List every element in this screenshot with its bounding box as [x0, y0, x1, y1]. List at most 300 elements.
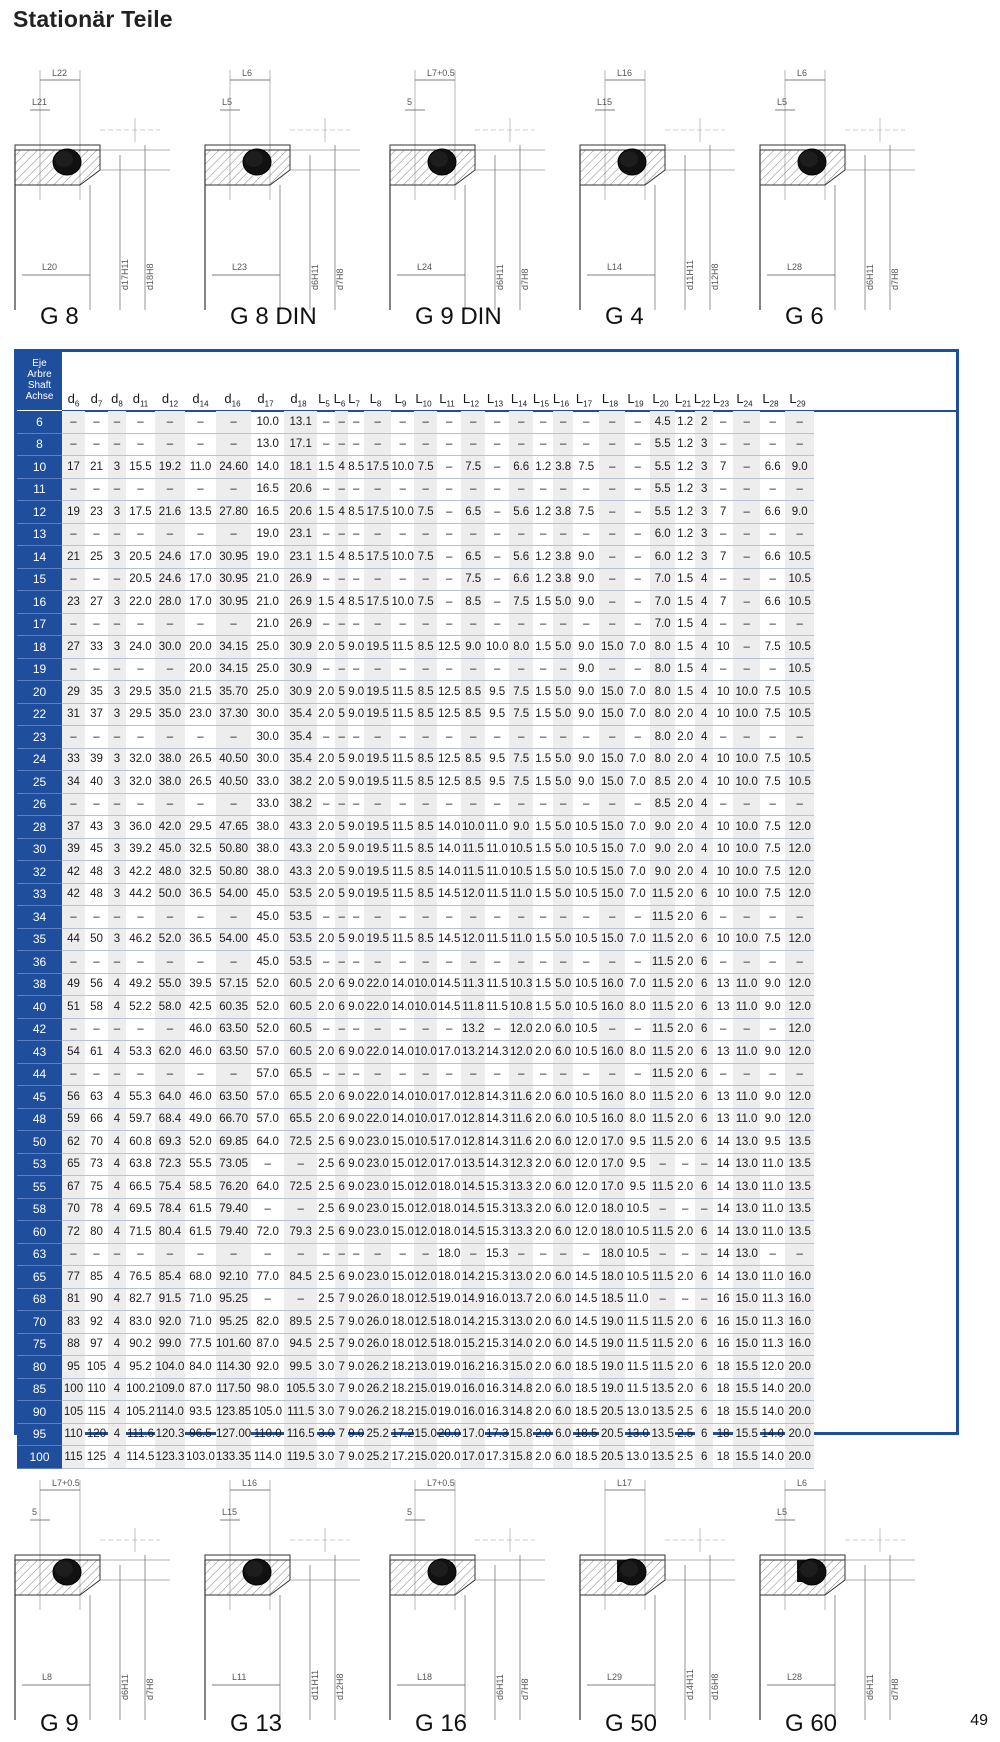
table-cell: 25.2 — [364, 1423, 391, 1446]
table-cell: 4 — [108, 1378, 126, 1401]
table-cell: 26.9 — [284, 591, 317, 614]
table-cell: 9.0 — [573, 591, 599, 614]
table-cell: 20.5 — [599, 1423, 625, 1446]
table-cell: 76.20 — [216, 1176, 251, 1199]
table-cell: – — [216, 793, 251, 816]
table-cell: – — [414, 951, 437, 974]
table-cell: 5.0 — [553, 996, 573, 1019]
table-cell: 71.0 — [185, 1311, 216, 1334]
table-cell: 65.5 — [284, 1108, 317, 1131]
table-cell: 57.0 — [251, 1086, 284, 1109]
table-cell: 9.0 — [348, 816, 364, 839]
table-cell: 11.5 — [485, 928, 509, 951]
table-row — [17, 591, 814, 614]
table-cell: 20.0 — [437, 1423, 461, 1446]
table-cell: – — [391, 568, 414, 591]
table-cell: – — [126, 478, 155, 501]
table-cell: 11.5 — [650, 1356, 675, 1379]
svg-text:d14H11: d14H11 — [685, 1669, 695, 1700]
table-cell: 11.5 — [461, 861, 485, 884]
table-cell: 9.0 — [760, 973, 785, 996]
table-cell: – — [599, 433, 625, 456]
table-cell: 11.5 — [650, 1221, 675, 1244]
table-cell: – — [317, 433, 335, 456]
table-cell: – — [62, 613, 85, 636]
table-cell: – — [335, 726, 348, 749]
svg-text:L29: L29 — [607, 1672, 623, 1682]
table-cell: 7 — [713, 546, 733, 569]
svg-text:d18H8: d18H8 — [145, 263, 155, 290]
table-cell: 11.3 — [461, 973, 485, 996]
table-cell: 20.0 — [185, 658, 216, 681]
shaft-size-cell: 53 — [17, 1153, 62, 1176]
table-cell: 4 — [695, 816, 713, 839]
table-cell: – — [625, 411, 650, 433]
table-cell: 2.0 — [317, 1041, 335, 1064]
table-cell: 10.5 — [625, 1243, 650, 1266]
table-cell: – — [185, 523, 216, 546]
table-cell: 32.0 — [126, 748, 155, 771]
table-cell: 11.5 — [625, 1378, 650, 1401]
table-cell: 7 — [713, 456, 733, 479]
table-cell: 14.5 — [573, 1288, 599, 1311]
table-cell: – — [573, 951, 599, 974]
table-cell: 20.6 — [284, 501, 317, 524]
table-cell: 6 — [695, 1086, 713, 1109]
table-cell: 9.0 — [573, 771, 599, 794]
table-cell: 15.5 — [733, 1423, 760, 1446]
table-cell: 17.2 — [391, 1446, 414, 1469]
table-cell: 9.0 — [760, 1086, 785, 1109]
table-cell: 6 — [695, 1063, 713, 1086]
table-cell: – — [317, 478, 335, 501]
table-cell: – — [335, 1018, 348, 1041]
table-cell: 30.9 — [284, 681, 317, 704]
table-cell: 12.0 — [414, 1266, 437, 1289]
table-cell: 25.0 — [251, 681, 284, 704]
table-cell: 8.5 — [414, 703, 437, 726]
table-cell: 57.0 — [251, 1041, 284, 1064]
table-cell: 30.0 — [155, 636, 185, 659]
table-cell: 13.5 — [785, 1221, 814, 1244]
table-cell: – — [85, 433, 108, 456]
table-cell: – — [573, 523, 599, 546]
table-cell: 11.8 — [461, 996, 485, 1019]
table-cell: 11.0 — [733, 1041, 760, 1064]
table-cell: 70 — [62, 1198, 85, 1221]
table-cell: – — [155, 726, 185, 749]
table-row — [17, 838, 814, 861]
svg-text:L6: L6 — [797, 68, 808, 78]
table-cell: 1.5 — [675, 613, 695, 636]
table-cell: 8.5 — [461, 591, 485, 614]
table-cell: 7.5 — [509, 771, 533, 794]
table-row — [17, 1266, 814, 1289]
table-cell: 1.5 — [317, 546, 335, 569]
table-cell: – — [126, 1018, 155, 1041]
table-cell: – — [485, 523, 509, 546]
table-cell: 63.50 — [216, 1018, 251, 1041]
table-cell: 14 — [713, 1221, 733, 1244]
table-cell: 7 — [335, 1378, 348, 1401]
table-cell: – — [785, 1063, 814, 1086]
table-cell: 21 — [85, 456, 108, 479]
table-cell: – — [284, 1243, 317, 1266]
table-cell: – — [317, 523, 335, 546]
table-cell: 22.0 — [364, 1086, 391, 1109]
table-cell: 2.0 — [675, 748, 695, 771]
table-cell: – — [509, 523, 533, 546]
table-cell: 9.0 — [760, 996, 785, 1019]
table-cell: 6.0 — [553, 1266, 573, 1289]
bottom-drawing-4 — [755, 1460, 935, 1720]
shaft-size-cell: 11 — [17, 478, 62, 501]
table-cell: 11.0 — [760, 1198, 785, 1221]
table-cell: 9.0 — [348, 838, 364, 861]
table-cell: 11.5 — [391, 771, 414, 794]
shaft-size-cell: 6 — [17, 411, 62, 433]
table-cell: – — [155, 793, 185, 816]
table-cell: 2.0 — [317, 973, 335, 996]
table-cell: – — [485, 501, 509, 524]
table-cell: – — [625, 523, 650, 546]
table-cell: 72.3 — [155, 1153, 185, 1176]
table-cell: 45.0 — [251, 951, 284, 974]
table-cell: – — [414, 726, 437, 749]
table-cell: 10.0 — [391, 591, 414, 614]
table-cell: 40.50 — [216, 748, 251, 771]
table-cell: 8.5 — [650, 793, 675, 816]
svg-text:L6: L6 — [797, 1478, 808, 1488]
table-cell: 14.3 — [485, 1086, 509, 1109]
bottom-drawing-2 — [385, 1460, 565, 1720]
table-cell: – — [126, 411, 155, 433]
table-cell: 85.4 — [155, 1266, 185, 1289]
table-cell: 11.0 — [485, 838, 509, 861]
shaft-size-cell: 28 — [17, 816, 62, 839]
column-header: $L_{21}$ — [674, 391, 692, 409]
table-cell: – — [108, 906, 126, 929]
table-cell: – — [391, 951, 414, 974]
table-cell: 11.5 — [650, 996, 675, 1019]
table-cell: – — [553, 658, 573, 681]
table-cell: 19.5 — [364, 703, 391, 726]
svg-text:L16: L16 — [617, 68, 633, 78]
table-cell: 6.6 — [760, 456, 785, 479]
shaft-size-cell: 34 — [17, 906, 62, 929]
table-cell: 12.0 — [414, 1221, 437, 1244]
table-cell: – — [216, 1063, 251, 1086]
table-cell: – — [348, 411, 364, 433]
table-cell: – — [533, 793, 553, 816]
table-cell: 38.0 — [251, 838, 284, 861]
table-cell: – — [650, 1198, 675, 1221]
table-cell: – — [650, 1243, 675, 1266]
table-cell: 2.0 — [675, 1131, 695, 1154]
table-cell: – — [573, 906, 599, 929]
table-cell: – — [185, 726, 216, 749]
table-cell: 12.5 — [437, 771, 461, 794]
column-header: $L_{13}$ — [486, 391, 504, 409]
table-cell: – — [785, 1243, 814, 1266]
table-cell: 4 — [108, 1198, 126, 1221]
table-cell: 16.0 — [785, 1288, 814, 1311]
table-cell: 11.5 — [391, 861, 414, 884]
table-cell: 26.2 — [364, 1378, 391, 1401]
table-cell: 105.5 — [284, 1378, 317, 1401]
table-cell: 1.5 — [675, 681, 695, 704]
table-cell: 17.0 — [437, 1108, 461, 1131]
table-cell: – — [108, 613, 126, 636]
table-cell: 11.6 — [509, 1131, 533, 1154]
table-row — [17, 883, 814, 906]
table-cell: 12.5 — [437, 703, 461, 726]
table-cell: 13.5 — [650, 1378, 675, 1401]
table-cell: 14.5 — [437, 928, 461, 951]
table-cell: 5.6 — [509, 546, 533, 569]
table-cell: 6 — [335, 996, 348, 1019]
table-cell: – — [625, 951, 650, 974]
column-headers — [62, 387, 956, 412]
table-cell: 4 — [108, 996, 126, 1019]
table-cell: 2.0 — [317, 771, 335, 794]
svg-text:d11H11: d11H11 — [685, 259, 695, 290]
table-cell: 10 — [713, 883, 733, 906]
table-cell: – — [760, 906, 785, 929]
table-cell: 17.0 — [437, 1086, 461, 1109]
table-cell: – — [760, 433, 785, 456]
table-cell: 10.5 — [785, 568, 814, 591]
table-row — [17, 951, 814, 974]
table-cell: – — [599, 501, 625, 524]
table-cell: – — [760, 1018, 785, 1041]
table-cell: – — [733, 636, 760, 659]
table-cell: – — [185, 793, 216, 816]
table-cell: – — [437, 411, 461, 433]
table-row — [17, 1086, 814, 1109]
svg-text:d12H8: d12H8 — [710, 263, 720, 290]
table-row — [17, 793, 814, 816]
table-cell: – — [348, 726, 364, 749]
table-cell: 13.0 — [414, 1356, 437, 1379]
table-cell: 19.2 — [155, 456, 185, 479]
table-cell: 104.0 — [155, 1356, 185, 1379]
table-cell: – — [485, 1063, 509, 1086]
table-cell: 79.40 — [216, 1198, 251, 1221]
table-cell: 12.0 — [785, 928, 814, 951]
table-cell: 4 — [108, 1288, 126, 1311]
top-drawing-3 — [575, 50, 755, 310]
table-cell: 23.1 — [284, 523, 317, 546]
table-cell: 6.0 — [650, 523, 675, 546]
table-cell: – — [599, 1018, 625, 1041]
table-cell: – — [573, 1063, 599, 1086]
table-cell: 56 — [62, 1086, 85, 1109]
table-cell: – — [391, 1018, 414, 1041]
table-cell: 63.8 — [126, 1153, 155, 1176]
table-cell: 5 — [335, 636, 348, 659]
shaft-size-cell: 68 — [17, 1288, 62, 1311]
table-cell: 10.5 — [785, 636, 814, 659]
table-cell: 12.0 — [785, 1018, 814, 1041]
bottom-drawing-label: G 16 — [415, 1710, 468, 1737]
table-cell: – — [317, 1018, 335, 1041]
table-cell: 6 — [695, 1446, 713, 1469]
table-cell: 10.5 — [573, 816, 599, 839]
table-cell: 17.0 — [437, 1041, 461, 1064]
table-row — [17, 546, 814, 569]
column-header: $L_{14}$ — [510, 391, 528, 409]
table-cell: 7.5 — [760, 861, 785, 884]
table-cell: 12.0 — [461, 928, 485, 951]
table-cell: – — [414, 1018, 437, 1041]
table-cell: 8.0 — [650, 726, 675, 749]
table-cell: 2.0 — [675, 1333, 695, 1356]
table-cell: 18.0 — [437, 1243, 461, 1266]
table-cell: – — [675, 1243, 695, 1266]
table-cell: 6.0 — [553, 1176, 573, 1199]
table-cell: 12.5 — [437, 636, 461, 659]
table-cell: 66 — [85, 1108, 108, 1131]
table-cell: 11.0 — [185, 456, 216, 479]
table-row — [17, 613, 814, 636]
column-header: $L_{17}$ — [575, 391, 593, 409]
shaft-size-cell: 36 — [17, 951, 62, 974]
table-cell: 1.2 — [675, 456, 695, 479]
table-cell: 10.0 — [414, 1041, 437, 1064]
table-cell: 77 — [62, 1266, 85, 1289]
table-cell: 110 — [85, 1378, 108, 1401]
table-cell: 12.0 — [785, 1041, 814, 1064]
table-cell: 22.0 — [364, 1041, 391, 1064]
table-cell: 38.0 — [155, 748, 185, 771]
table-cell: 27.80 — [216, 501, 251, 524]
table-cell: – — [760, 411, 785, 433]
table-cell: 10.5 — [785, 591, 814, 614]
svg-text:d7H8: d7H8 — [520, 268, 530, 290]
table-cell: 50.0 — [155, 883, 185, 906]
table-cell: 52.2 — [126, 996, 155, 1019]
table-cell: – — [625, 478, 650, 501]
table-cell: 9.5 — [625, 1153, 650, 1176]
table-cell: 4 — [695, 636, 713, 659]
top-drawing-label: G 4 — [605, 303, 644, 330]
table-cell: 6 — [695, 1333, 713, 1356]
svg-text:5: 5 — [407, 1507, 413, 1517]
table-cell: 22.0 — [364, 973, 391, 996]
table-cell: 22.0 — [364, 996, 391, 1019]
table-cell: – — [414, 433, 437, 456]
table-cell: 9.0 — [348, 1041, 364, 1064]
table-cell: 73.05 — [216, 1153, 251, 1176]
table-cell: 6.0 — [553, 1221, 573, 1244]
table-cell: 19.5 — [364, 883, 391, 906]
table-row — [17, 1018, 814, 1041]
table-cell: 16.0 — [785, 1333, 814, 1356]
table-cell: 15.0 — [391, 1131, 414, 1154]
table-cell: – — [364, 951, 391, 974]
table-cell: 21.5 — [185, 681, 216, 704]
table-cell: 1.2 — [533, 568, 553, 591]
table-cell: 4 — [695, 658, 713, 681]
table-cell: 95.25 — [216, 1311, 251, 1334]
table-cell: 6.5 — [461, 546, 485, 569]
table-cell: 78 — [85, 1198, 108, 1221]
table-cell: 10.5 — [625, 1266, 650, 1289]
table-cell: 14 — [713, 1243, 733, 1266]
table-cell: 23.0 — [364, 1221, 391, 1244]
table-cell: 11.0 — [760, 1176, 785, 1199]
table-cell: 5 — [335, 771, 348, 794]
table-cell: 61.5 — [185, 1198, 216, 1221]
table-cell: 1.2 — [675, 478, 695, 501]
table-cell: 15.0 — [733, 1333, 760, 1356]
table-cell: 72.5 — [284, 1131, 317, 1154]
table-cell: 2.0 — [533, 1401, 553, 1424]
table-cell: 114.0 — [251, 1446, 284, 1469]
table-cell: 23 — [85, 501, 108, 524]
table-cell: – — [437, 501, 461, 524]
table-cell: 109.0 — [155, 1378, 185, 1401]
table-cell: 1.5 — [675, 591, 695, 614]
table-cell: – — [185, 951, 216, 974]
table-cell: – — [733, 906, 760, 929]
table-cell: – — [108, 726, 126, 749]
table-cell: 14.0 — [391, 996, 414, 1019]
table-cell: – — [317, 658, 335, 681]
table-cell: 12.5 — [414, 1333, 437, 1356]
table-cell: 9.0 — [573, 703, 599, 726]
svg-text:L5: L5 — [222, 97, 233, 107]
table-cell: 7.5 — [461, 456, 485, 479]
table-row — [17, 1311, 814, 1334]
table-cell: 13.3 — [509, 1198, 533, 1221]
table-cell: 35.0 — [155, 681, 185, 704]
bottom-drawing-1 — [200, 1460, 380, 1720]
table-cell: 6 — [335, 1131, 348, 1154]
table-cell: 7.5 — [760, 703, 785, 726]
table-cell: – — [108, 411, 126, 433]
table-row — [17, 411, 814, 433]
table-cell: 1.5 — [533, 703, 553, 726]
table-cell: 26.2 — [364, 1356, 391, 1379]
table-cell: 11.5 — [650, 1176, 675, 1199]
table-cell: 9.0 — [509, 816, 533, 839]
table-cell: – — [785, 613, 814, 636]
table-cell: 18.5 — [573, 1423, 599, 1446]
table-cell: 24.0 — [126, 636, 155, 659]
table-cell: – — [625, 501, 650, 524]
table-cell: 49.2 — [126, 973, 155, 996]
table-cell: 9.0 — [348, 973, 364, 996]
table-cell: 56 — [85, 973, 108, 996]
table-row — [17, 1378, 814, 1401]
table-cell: 39 — [85, 748, 108, 771]
table-row — [17, 1153, 814, 1176]
table-cell: 19.0 — [599, 1333, 625, 1356]
table-cell: 60.8 — [126, 1131, 155, 1154]
table-cell: 2.0 — [317, 636, 335, 659]
table-cell: 5.0 — [553, 636, 573, 659]
table-cell: 5.0 — [553, 771, 573, 794]
table-cell: 2.0 — [533, 1108, 553, 1131]
table-cell: 65.5 — [284, 1086, 317, 1109]
table-cell: 13.0 — [733, 1221, 760, 1244]
table-cell: 18.5 — [573, 1356, 599, 1379]
table-cell: 8.0 — [650, 658, 675, 681]
table-cell: 100 — [62, 1378, 85, 1401]
table-cell: 10.0 — [251, 411, 284, 433]
